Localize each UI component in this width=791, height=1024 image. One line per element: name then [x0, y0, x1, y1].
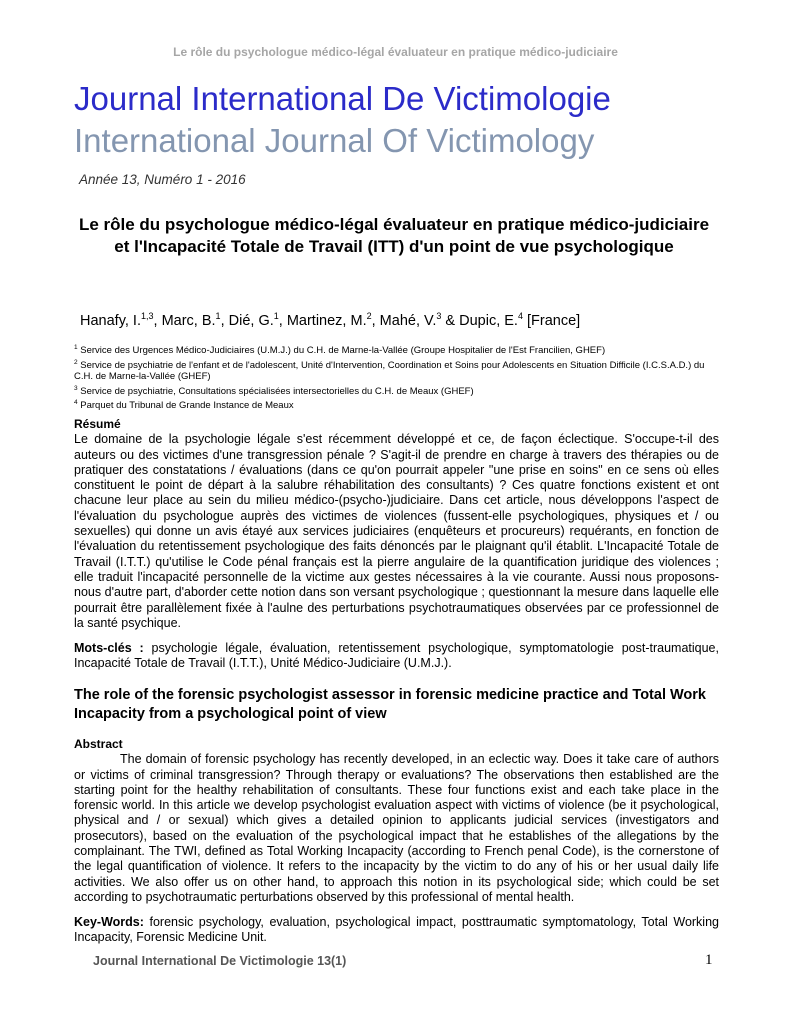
affiliation-item: $^3$ Service de psychiatrie, Consultations spécialisées intersectorielles du C.H. de Meaux (GHEF) — [74, 384, 474, 397]
keywords-en-text: forensic psychology, evaluation, psychological impact, posttraumatic symptomatology, Total Working Incapacity, Forensic Medicine Unit. — [74, 915, 719, 945]
author-list — [80, 311, 580, 329]
author: Hanafy, I.$^{1,3}$, — [80, 311, 162, 329]
journal-title-fr: Journal International De Victimologie — [74, 80, 611, 117]
abstract-heading: Abstract — [74, 737, 123, 751]
author: Dupic, E.$^4$ — [459, 311, 523, 329]
page-number: 1 — [705, 952, 713, 968]
keywords-fr — [74, 641, 719, 672]
article-title-fr: Le rôle du psychologue médico-légal évaluateur en pratique médico-judiciaire et l'Incapacité Totale de Travail (ITT) d'un point de vue psychologique — [78, 215, 710, 256]
author: Mahé, V.$^3$ & — [379, 311, 460, 329]
running-head: Le rôle du psychologue médico-légal évaluateur en pratique médico-judiciaire — [173, 45, 618, 59]
affiliation-item: $^1$ Service des Urgences Médico-Judiciaires (U.M.J.) du C.H. de Marne-la-Vallée (Groupe Hospitalier de l'Est Francilien, GHEF) — [74, 344, 606, 357]
article-title-en: The role of the forensic psychologist assessor in forensic medicine practice and Total Work Incapacity from a psychological point of view — [74, 687, 706, 722]
journal-title-en: International Journal Of Victimology — [74, 122, 595, 159]
abstract-section — [74, 737, 719, 905]
keywords-fr-label: Mots-clés : — [74, 641, 144, 655]
footer-journal: Journal International De Victimologie 13(1) — [93, 954, 347, 968]
abstract-text: The domain of forensic psychology has recently developed, in an eclectic way. Does it take care of authors or victims of criminal transgression? Through therapy or evaluations? The observations then established are the starting point for the healthy rehabilitation of consultants. These four functions exist and each take place in the forensic world. In this article we develop psychologist evaluation aspect with victims of violence (be it psychological, physical and / or sexual) which gives a detailed opinion to applicants judicial services (investigators and prosecutors), based on the evaluation of the psychological impact that he establishes of the allegations by the complainant. The TWI, defined as Total Working Incapacity (according to French penal Code), is the cornerstone of the legal quantification of violence. It refers to the incapacity by the victim to do any of his or her usual daily life activities. We also offer us on other hand, to approach this notion in its psychological side; which could be set according to psychotraumatic perturbations observed by this professional of mental health. — [74, 752, 719, 904]
author: Marc, B.$^1$, — [161, 311, 229, 329]
resume-text: Le domaine de la psychologie légale s'est récemment développé et ce, de façon éclectique. S'occupe-t-il des auteurs ou des victimes d'une transgression pénale ? S'agit-il de prendre en charge à travers des thérapies ou de pratiquer des constatations / évaluations (dans ce qu'on pourrait appeler "une prise en soins" en ce sens où elles constituent le point de départ à la salubre réhabilitation des consultants) ? Ces quatre fonctions existent et ont chacune leur place au sein du milieu médico-(psycho-)judiciaire. Dans cet article, nous développons l'aspect de l'évaluation du psychologue auprès des victimes de violences (fussent-elle psychologiques, physiques et / ou sexuelles) qui donne un avis étayé aux services judiciaires (enquêteurs et procureurs) requérants, en fonction de l'évaluation du retentissement psychologique des faits dénoncés par le plaignant qu'il établit. L'Incapacité Totale de Travail (I.T.T.) qu'utilise le Code pénal français est la pierre angulaire de la quantification juridique des violences ; elle traduit l'incapacité personnelle de la victime aux gestes nécessaires à la vie courante. Aussi nous proposons-nous d'autre part, d'aborder cette notion dans son versant psychologique ; questionnant la mesure dans laquelle elle pourrait être parallèlement fixée à l'aulne des perturbations psychotraumatiques observées par ce professionnel de la santé psychique. — [74, 432, 719, 630]
resume-heading: Résumé — [74, 417, 121, 431]
affiliations — [74, 342, 724, 412]
resume-section — [74, 417, 719, 631]
affiliation-item: $^2$ Service de psychiatrie de l'enfant et de l'adolescent, Unité d'Intervention, Coordination et Soins pour Adolescents en Situation Difficile (I.C.S.A.D.) du C.H. de Marne-la-Vallée (GHEF) — [74, 358, 705, 383]
keywords-fr-text: psychologie légale, évaluation, retentissement psychologique, symptomatologie post-traumatique, Incapacité Totale de Travail (I.T.T.), Unité Médico-Judiciaire (U.M.J.). — [74, 641, 719, 671]
keywords-en-label: Key-Words: — [74, 915, 144, 929]
issue-info: Année 13, Numéro 1 - 2016 — [79, 172, 246, 187]
author-country: [France] — [527, 312, 581, 329]
author: Martinez, M.$^2$, — [286, 311, 380, 329]
keywords-en — [74, 915, 719, 946]
affiliation-item: $^4$ Parquet du Tribunal de Grande Instance de Meaux — [74, 399, 294, 412]
author: Dié, G.$^1$, — [228, 311, 287, 329]
